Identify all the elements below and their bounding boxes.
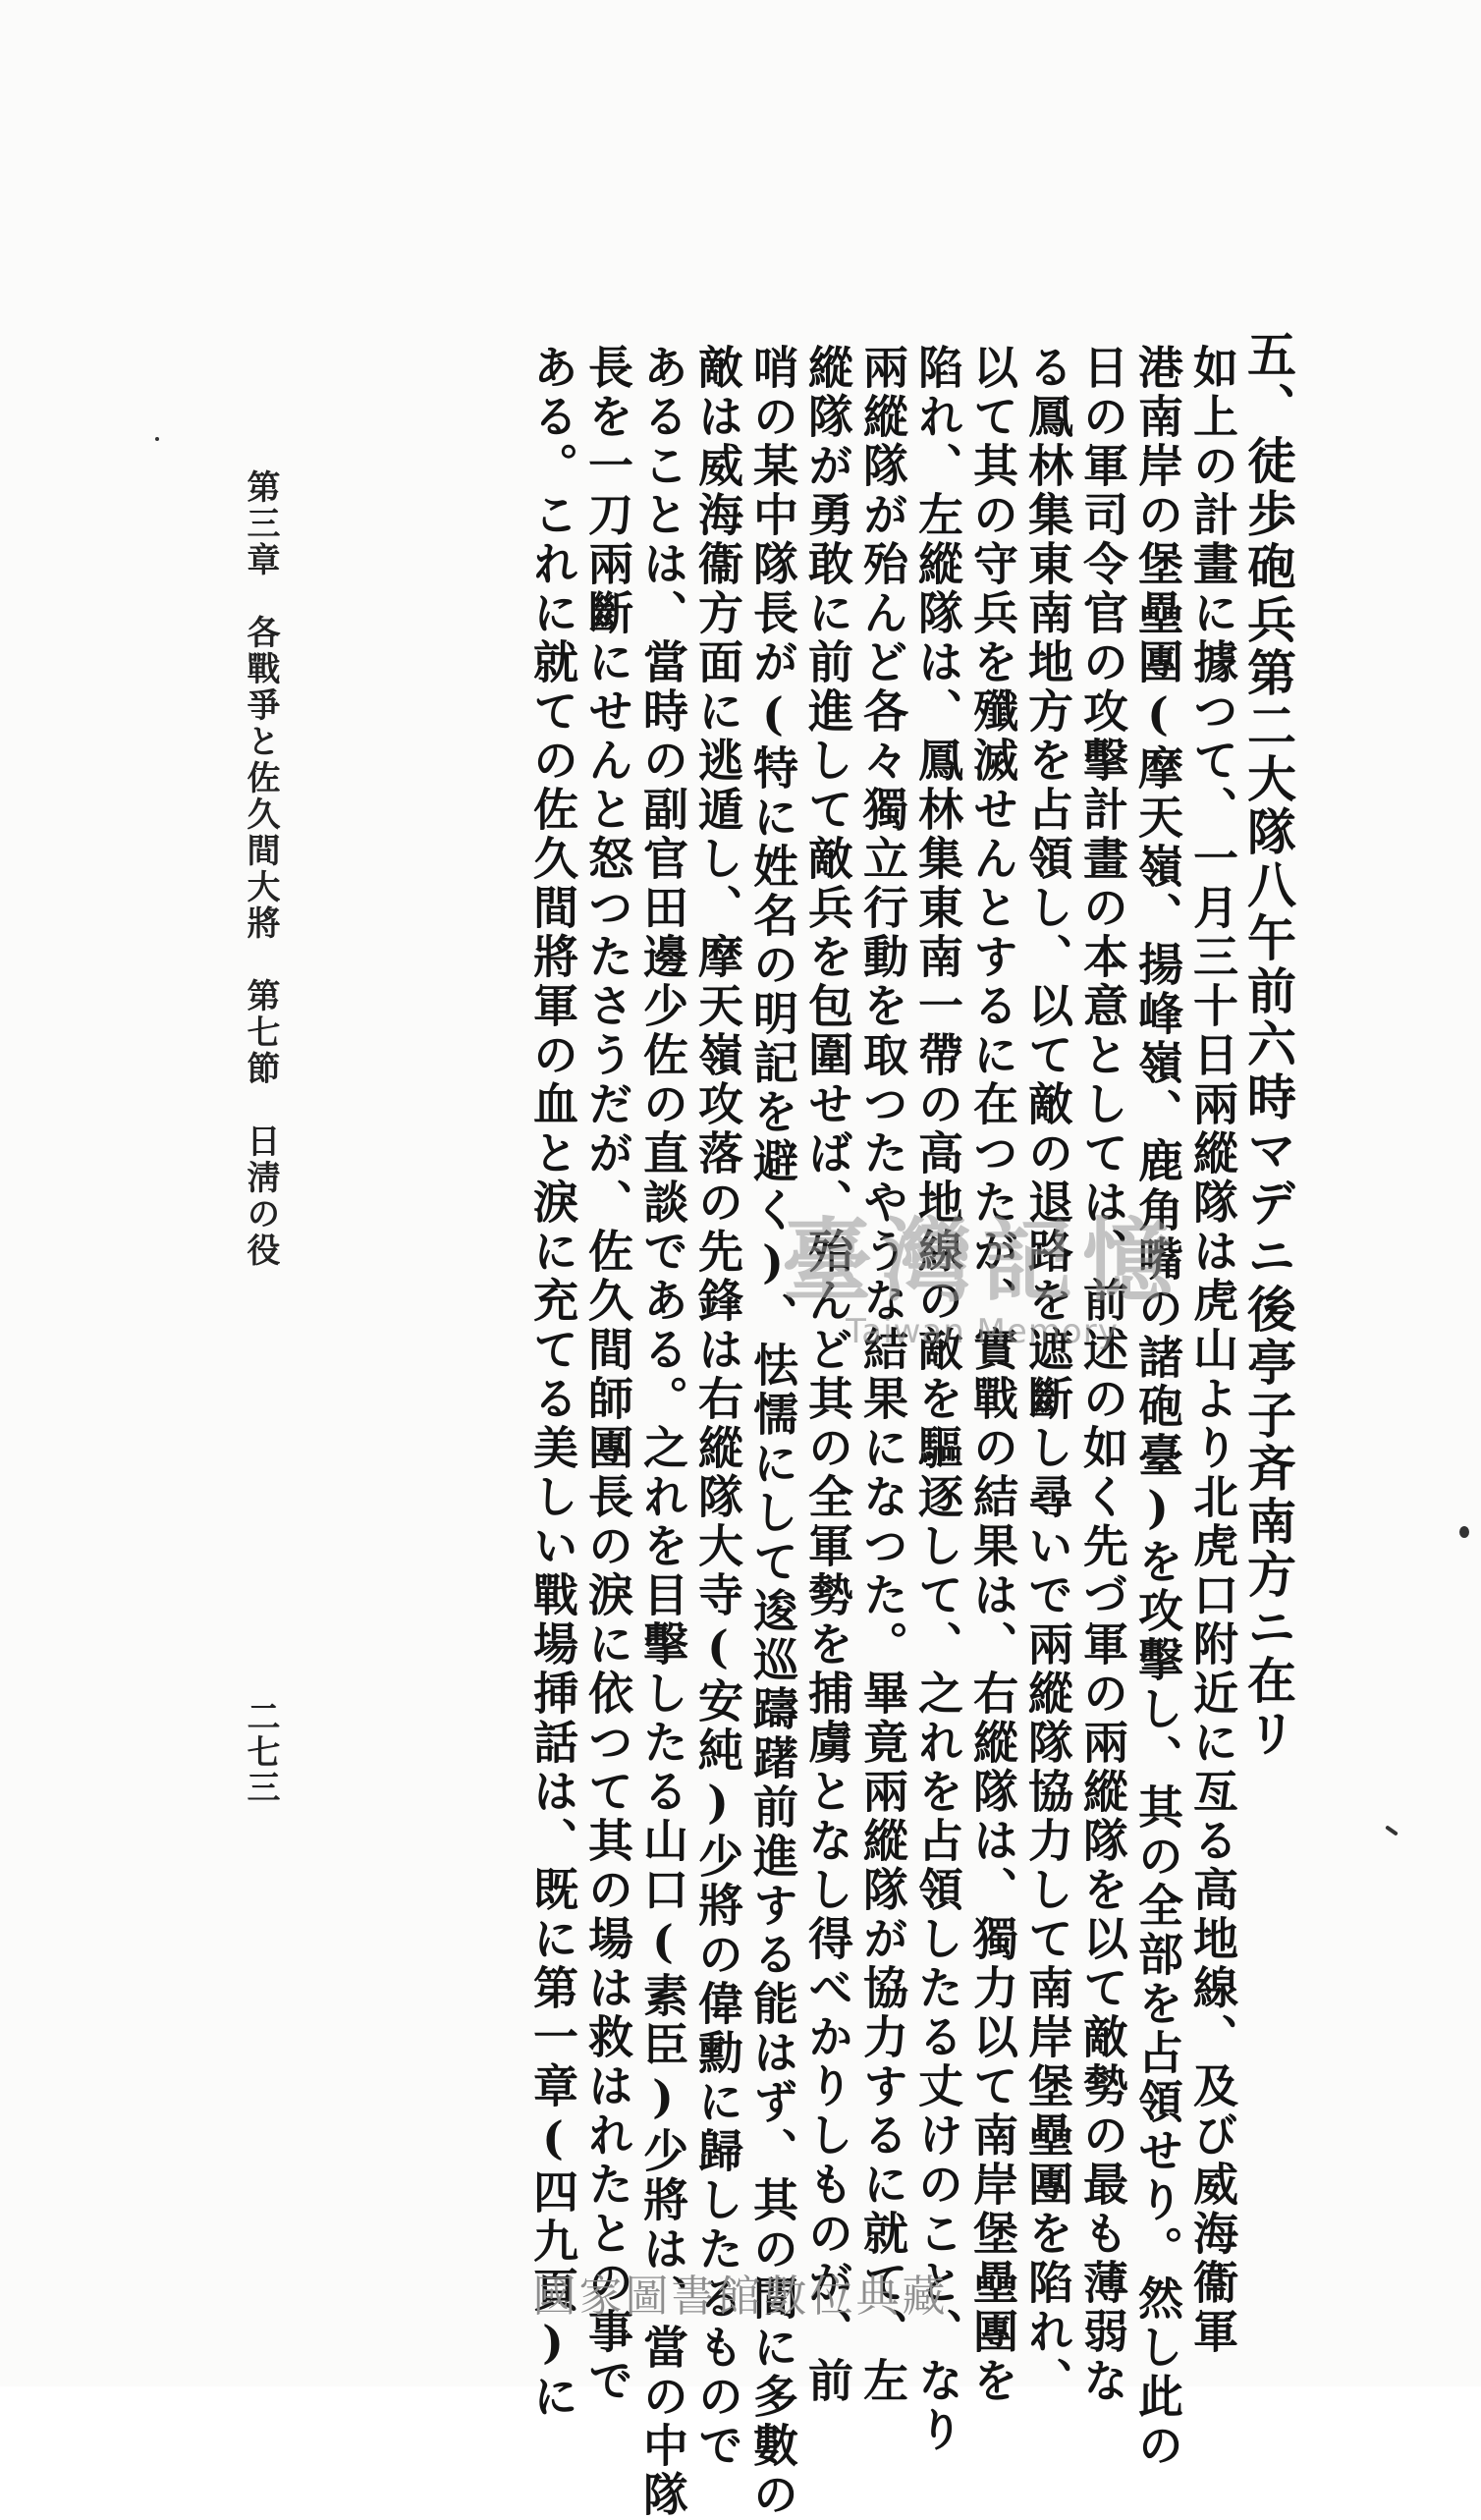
text-line-4: る鳳林集東南地方を占領し、以て敵の退路を遮斷し尋いで兩縱隊協力して南岸堡壘團を陷れ、 bbox=[1021, 344, 1074, 2406]
footer-collection-label: 國家圖書館數位典藏 bbox=[532, 2272, 949, 2322]
watermark-subtitle: Taiwan Memory bbox=[846, 1312, 1119, 1351]
running-header: 第三章 各戰爭と佐久間大將 第七節 日淸の役 bbox=[241, 469, 280, 1269]
text-line-11: あることは、當時の副官田邊少佐の直談である。之れを目擊したる山口(素臣)少將は、當の中隊 bbox=[636, 344, 689, 2520]
text-line-7: 兩縱隊が殆んど各々獨立行動を取つたやうな結果になつた。畢竟兩縱隊が協力するに就て、左 bbox=[856, 344, 909, 2406]
scan-speck bbox=[1459, 1526, 1469, 1538]
text-line-1: 如上の計畫に據つて、一月三十日兩縱隊は虎山より北虎口附近に亙る高地線、及び威海衞軍 bbox=[1186, 344, 1239, 2357]
text-line-3: 日の軍司令官の攻擊計畫の本意としては、前述の如く先づ軍の兩縱隊を以て敵勢の最も薄弱な bbox=[1076, 344, 1129, 2406]
text-line-10: 敵は威海衞方面に逃遁し、摩天嶺攻落の先鋒は右縱隊大寺(安純)少將の偉勳に歸したるもので bbox=[691, 344, 744, 2471]
text-line-13: ある。これに就ての佐久間將軍の血と淚に充てる美しい戰場挿話は、既に第一章(四九頁)に bbox=[526, 344, 579, 2422]
text-line-9: 哨の某中隊長が(特に姓名の明記を避く)、怯懦にして逡巡躊躇前進する能はず、其の間に多數の bbox=[746, 344, 799, 2520]
watermark bbox=[727, 1208, 1237, 1351]
watermark-logo-text: 臺灣記憶 bbox=[781, 1208, 1182, 1314]
text-line-5: 以て其の守兵を殲滅せんとするに在つたが、實戰の結果は、右縱隊は、獨力以て南岸堡壘團を bbox=[966, 344, 1019, 2406]
text-line-2: 港南岸の堡壘團(摩天嶺、揚峰嶺、鹿角嘴の諸砲臺)を攻擊し、其の全部を占領せり。然し此の bbox=[1131, 344, 1184, 2471]
section-heading: 五、徒歩砲兵第二大隊八午前六時マデニ後亭子斉南方ニ在リ bbox=[1239, 329, 1297, 1761]
text-line-6: 陷れ、左縱隊は、鳳林集東南一帶の高地線の敵を驅逐して、之れを占領したる丈けのこと、なり bbox=[911, 344, 964, 2455]
text-line-12: 長を一刀兩斷にせんと怒つたさうだが、佐久間師團長の淚に依つて其の場は救はれたとの事で bbox=[581, 344, 634, 2406]
page-number: 二七三 bbox=[241, 1699, 280, 1805]
scan-speck bbox=[1385, 1825, 1399, 1835]
scan-speck bbox=[155, 437, 159, 441]
text-line-8: 縱隊が勇敢に前進して敵兵を包圍せば、殆んど其の全軍勢を捕虜となし得べかりしものが、前 bbox=[801, 344, 854, 2406]
